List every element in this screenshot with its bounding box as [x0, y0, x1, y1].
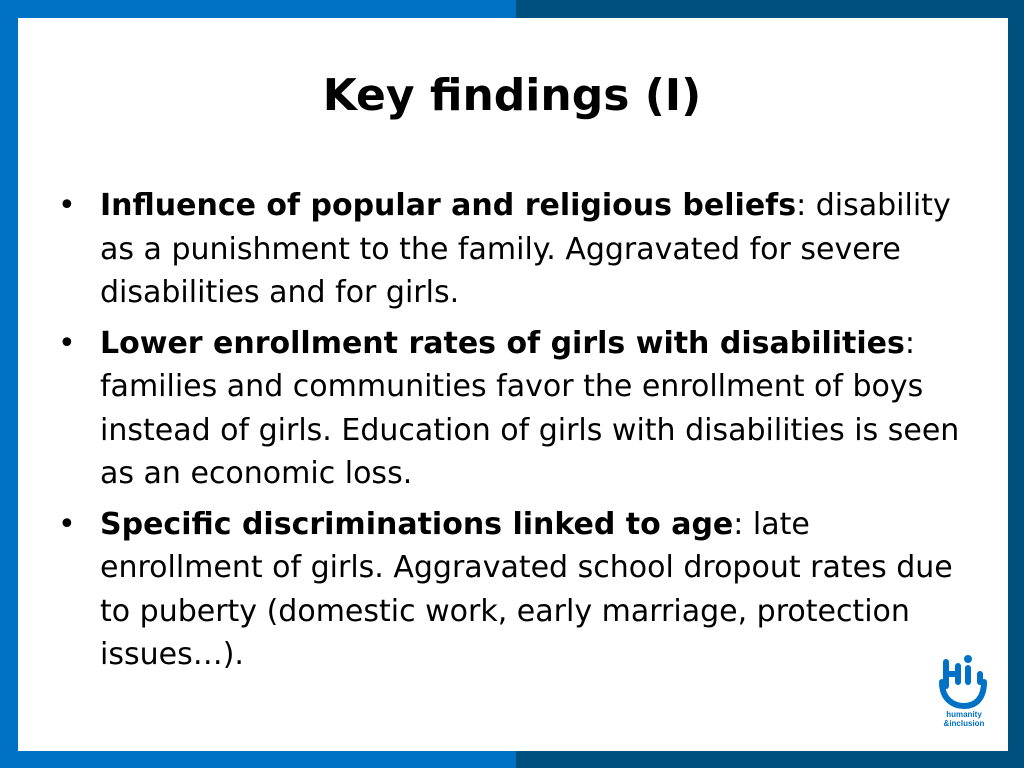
bullet-dot-icon: • — [58, 188, 76, 223]
bullet-text: : families and communities favor the enrollment of boys instead of girls. Education of girls with disabilities is seen as an economic loss. — [100, 325, 960, 491]
bullet-item — [58, 503, 970, 677]
slide-title: Key findings (I) — [322, 70, 702, 121]
logo-line-1: humanity — [946, 710, 982, 719]
bullet-heading: Influence of popular and religious beliefs — [100, 188, 797, 223]
logo-line-2: &inclusion — [943, 719, 985, 728]
bullet-text: : disability as a punishment to the family. Aggravated for severe disabilities and for girls. — [100, 188, 951, 310]
bullet-heading: Specific discriminations linked to age — [100, 506, 734, 542]
bullet-heading: Lower enrollment rates of girls with disabilities — [100, 325, 905, 361]
bullet-text: : late enrollment of girls. Aggravated school dropout rates due to puberty (domestic work, early marriage, protection issues…). — [100, 506, 953, 672]
humanity-inclusion-logo — [932, 652, 996, 732]
bullet-list — [58, 184, 970, 684]
bullet-item — [58, 322, 970, 496]
bullet-dot-icon: • — [58, 506, 76, 542]
bullet-dot-icon: • — [58, 325, 76, 361]
bullet-item — [58, 184, 970, 315]
logo-wordmark — [932, 710, 996, 728]
hand-hi-icon — [932, 652, 996, 710]
